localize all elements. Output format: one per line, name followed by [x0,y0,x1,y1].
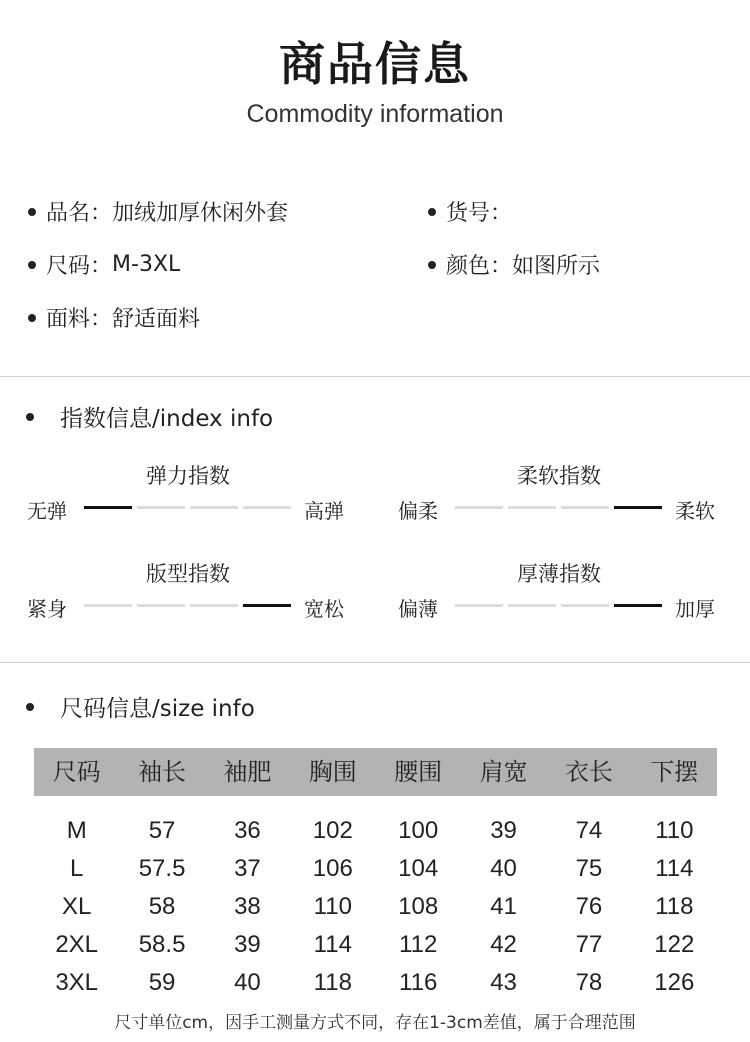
index-bar-segment [190,604,238,607]
size-table-body [34,812,717,1002]
info-item-article-no [428,196,512,227]
table-cell: 104 [398,855,439,882]
index-section-heading [26,400,273,433]
table-cell: 118 [313,969,352,996]
table-cell: 110 [313,893,352,920]
index-bar-elasticity [84,506,291,509]
divider [0,662,750,663]
index-right-label: 高弹 [304,499,344,523]
page-subtitle: Commodity information [246,100,504,128]
info-item-name [28,196,288,227]
size-section-heading [26,690,255,723]
index-bar-segment [84,604,132,607]
size-note: 尺寸单位cm，因手工测量方式不同，存在1-3cm差值，属于合理范围 [114,1013,636,1033]
index-title-elasticity: 弹力指数 [146,464,230,488]
table-cell: 3XL [55,969,99,996]
table-cell: 74 [575,817,603,844]
index-bar-segment [561,506,609,509]
page-title: 商品信息 [279,37,471,91]
table-cell: 36 [234,817,261,844]
table-cell: 100 [398,817,439,844]
index-right-label: 加厚 [675,597,715,621]
table-cell: 2XL [55,931,99,958]
bullet-icon [28,208,36,216]
table-row [34,850,717,888]
table-row [34,812,717,850]
index-bar-segment [137,506,185,509]
table-cell: 76 [575,893,603,920]
index-bar-segment [508,604,556,607]
info-label: 面料 ： [46,302,112,333]
info-value: 如图所示 [512,254,601,279]
bullet-icon [26,703,34,711]
index-bar-segment [455,604,503,607]
table-cell: 106 [312,855,353,882]
size-table-header [34,748,717,796]
table-cell: XL [62,893,92,920]
table-cell: M [66,817,87,844]
index-bar-segment [243,506,291,509]
table-cell: 39 [490,817,517,844]
column-header: 腰围 [394,758,443,786]
table-cell: 57.5 [138,855,186,882]
table-cell: 38 [234,893,261,920]
index-left-label: 偏薄 [398,597,438,621]
table-cell: 75 [575,855,603,882]
index-left-label: 无弹 [27,499,67,523]
info-item-color [428,249,600,280]
table-cell: 42 [490,931,517,958]
table-cell: 122 [654,931,695,958]
index-bar-segment [561,604,609,607]
table-cell: L [70,855,84,882]
column-header: 胸围 [308,758,357,786]
index-bar-segment [508,506,556,509]
index-bar-segment [614,604,662,607]
info-label: 尺码 ： [46,249,112,280]
index-left-label: 紧身 [27,597,67,621]
table-cell: 112 [399,931,438,958]
index-title-softness: 柔软指数 [517,464,601,488]
column-header: 肩宽 [479,758,528,786]
table-cell: 114 [655,855,694,882]
info-item-fabric [28,302,200,333]
table-row [34,926,717,964]
table-cell: 57 [148,817,176,844]
table-cell: 118 [655,893,694,920]
bullet-icon [28,314,36,322]
index-bar-segment [455,506,503,509]
index-right-label: 柔软 [675,499,715,523]
column-header: 下摆 [650,758,699,786]
index-bar-segment [190,506,238,509]
index-bar-segment [243,604,291,607]
index-heading-text: 指数信息/index info [60,406,274,432]
column-header: 衣长 [564,758,613,786]
index-bar-segment [614,506,662,509]
index-left-label: 偏柔 [398,499,438,523]
info-value: M-3XL [112,252,181,277]
table-cell: 58.5 [138,931,186,958]
bullet-icon [428,261,436,269]
column-header: 袖长 [138,758,187,786]
index-title-fit: 版型指数 [146,562,230,586]
table-cell: 114 [313,931,352,958]
table-cell: 43 [490,969,517,996]
table-row [34,888,717,926]
table-row [34,964,717,1002]
table-cell: 102 [312,817,353,844]
index-bar-thickness [455,604,662,607]
info-label: 品名 ： [46,196,112,227]
bullet-icon [28,261,36,269]
info-value: 舒适面料 [112,307,201,332]
divider [0,376,750,377]
table-cell: 41 [490,893,517,920]
bullet-icon [26,413,34,421]
table-cell: 110 [655,817,694,844]
info-label: 颜色 ： [446,249,512,280]
table-cell: 58 [148,893,176,920]
info-item-size [28,249,180,280]
table-cell: 59 [148,969,176,996]
table-cell: 37 [234,855,261,882]
table-cell: 126 [654,969,695,996]
table-cell: 39 [234,931,261,958]
index-title-thickness: 厚薄指数 [517,562,601,586]
bullet-icon [428,208,436,216]
table-cell: 77 [575,931,603,958]
index-bar-segment [84,506,132,509]
column-header: 尺码 [52,758,101,786]
size-heading-text: 尺码信息/size info [60,696,255,722]
table-cell: 116 [399,969,438,996]
column-header: 袖肥 [223,758,272,786]
table-cell: 40 [234,969,261,996]
table-cell: 78 [575,969,603,996]
info-label: 货号 ： [446,196,512,227]
info-value: 加绒加厚休闲外套 [112,201,289,226]
table-cell: 108 [398,893,439,920]
table-cell: 40 [490,855,517,882]
index-bar-softness [455,506,662,509]
index-bar-segment [137,604,185,607]
index-right-label: 宽松 [304,597,344,621]
index-bar-fit [84,604,291,607]
